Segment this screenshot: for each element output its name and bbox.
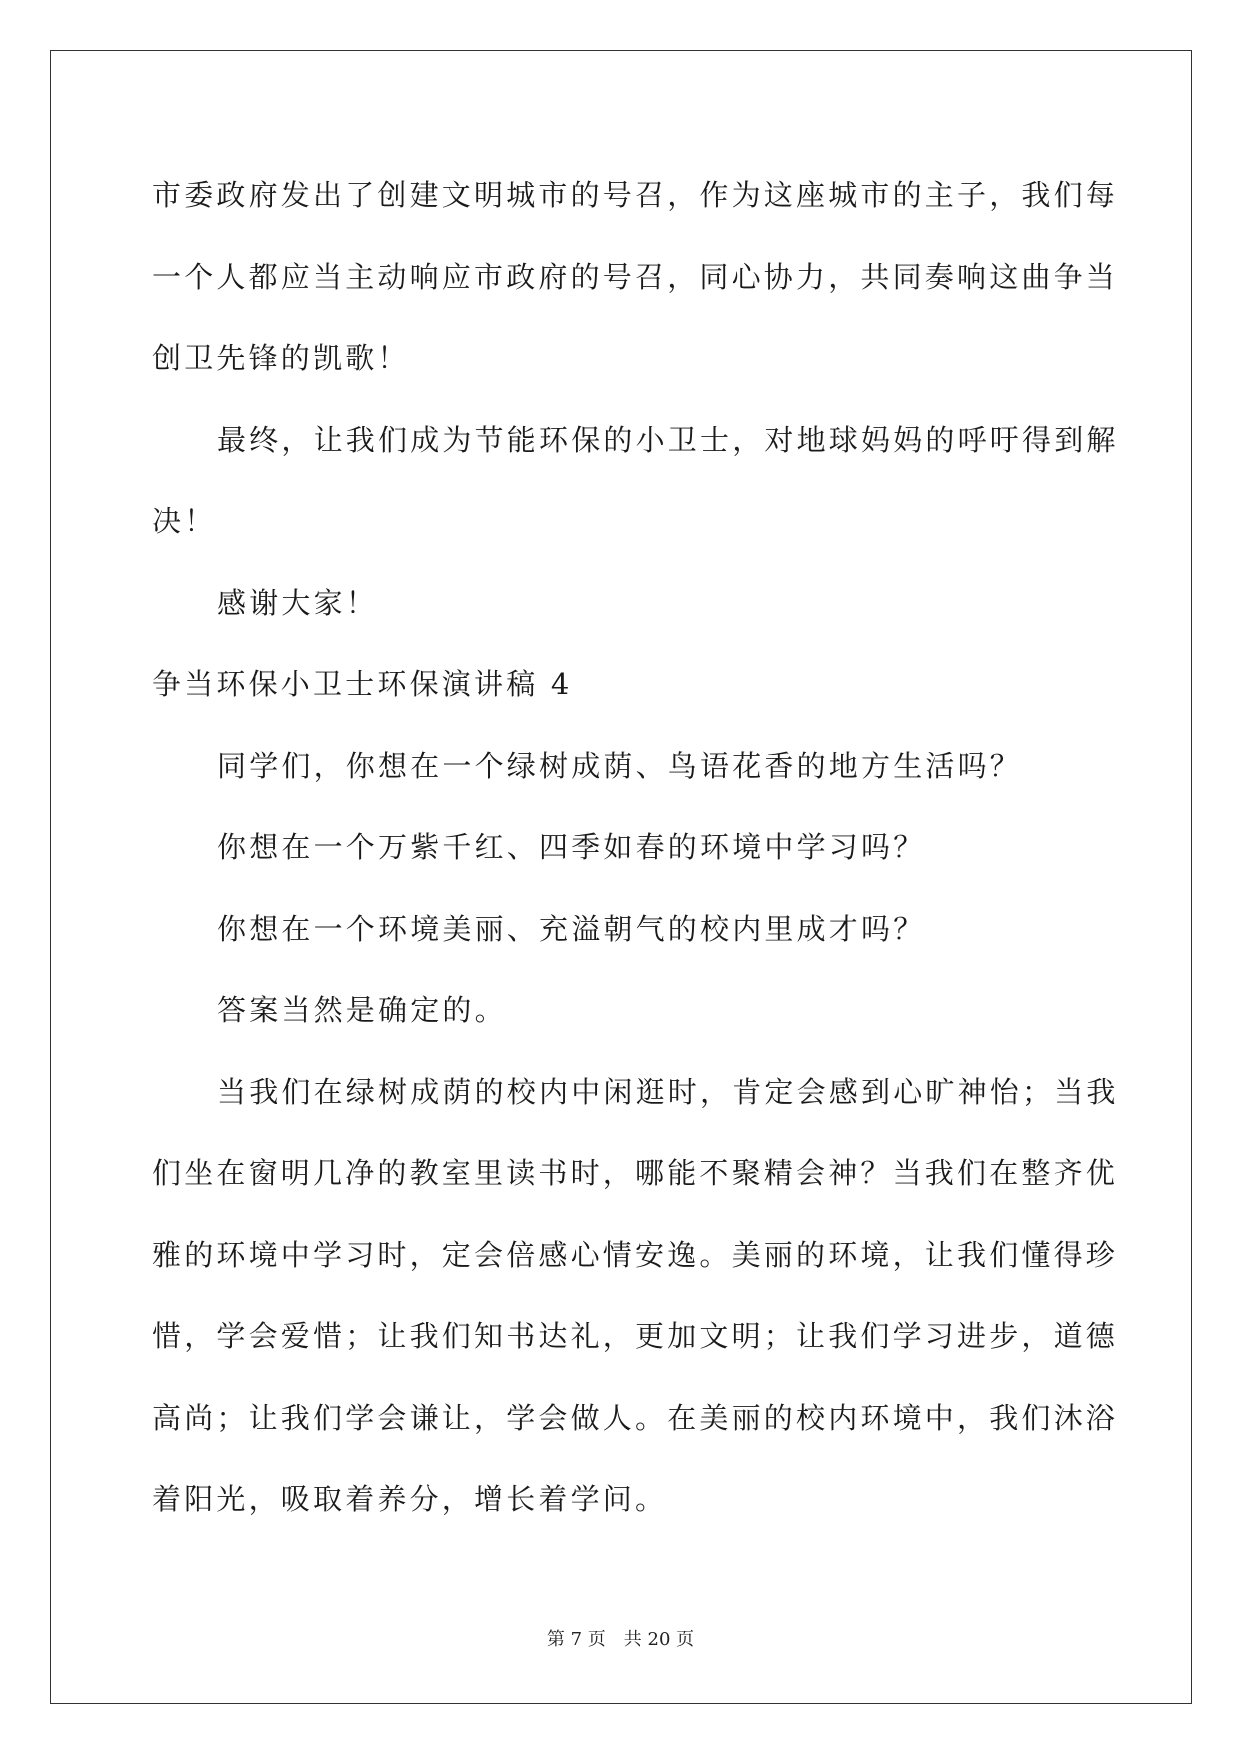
- paragraph-line: 市委政府发出了创建文明城市的号召，作为这座城市的主子，我们每: [152, 178, 1119, 212]
- paragraph-line: 着阳光，吸取着养分，增长着学问。: [152, 1482, 668, 1516]
- paragraph-line: 答案当然是确定的。: [217, 993, 507, 1027]
- paragraph-line: 惜，学会爱惜；让我们知书达礼，更加文明；让我们学习进步，道德: [152, 1319, 1119, 1353]
- paragraph-line: 你想在一个万紫千红、四季如春的环境中学习吗？: [217, 830, 926, 864]
- paragraph-line: 雅的环境中学习时，定会倍感心情安逸。美丽的环境，让我们懂得珍: [152, 1237, 1119, 1272]
- paragraph-line: 当我们在绿树成荫的校内中闲逛时，肯定会感到心旷神怡；当我: [217, 1074, 1119, 1109]
- page-number-footer: 第 7 页 共 20 页: [546, 1629, 695, 1650]
- paragraph-line: 同学们，你想在一个绿树成荫、鸟语花香的地方生活吗？: [217, 748, 1023, 783]
- document-body: [152, 155, 1119, 1541]
- paragraph-line: 们坐在窗明几净的教室里读书时，哪能不聚精会神？当我们在整齐优: [152, 1156, 1119, 1190]
- section-heading: 争当环保小卫士环保演讲稿 4: [152, 667, 573, 701]
- paragraph-line: 高尚；让我们学会谦让，学会做人。在美丽的校内环境中，我们沐浴: [152, 1400, 1119, 1435]
- paragraph-line: 创卫先锋的凯歌！: [152, 341, 410, 375]
- paragraph-line: 感谢大家！: [217, 585, 379, 620]
- paragraph-line: 一个人都应当主动响应市政府的号召，同心协力，共同奏响这曲争当: [152, 259, 1119, 294]
- paragraph-line: 决！: [152, 504, 217, 538]
- paragraph-line: 你想在一个环境美丽、充溢朝气的校内里成才吗？: [217, 911, 926, 946]
- paragraph-line: 最终，让我们成为节能环保的小卫士，对地球妈妈的呼吁得到解: [217, 422, 1119, 457]
